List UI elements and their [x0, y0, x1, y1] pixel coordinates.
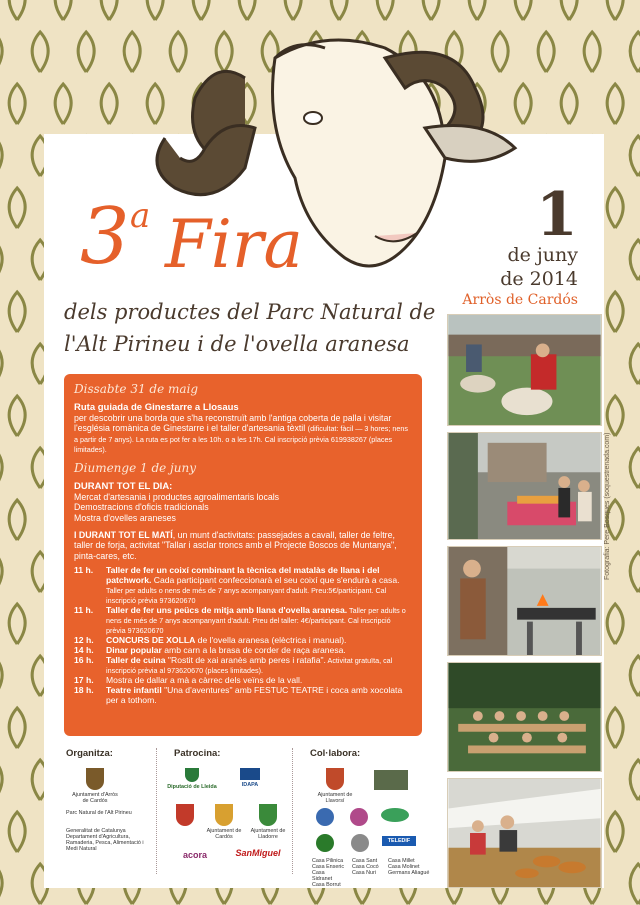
photo-bread-stall — [447, 778, 602, 888]
logo-parc-natural: Parc Natural de l'Alt Pirineu — [66, 810, 132, 816]
collaborator-list-1: Casa Pilinica Casa Enseric Casa Sidranet Casa Borrut — [312, 858, 345, 888]
collaborator-list-3: Casa Millet Casa Molinet Germans Aliagué — [388, 858, 430, 876]
subtitle-line-1: dels productes del Parc Natural de — [64, 300, 436, 324]
patrocina-label: Patrocina: — [174, 748, 221, 759]
logo-idapa: IDAPA — [230, 768, 270, 788]
logo-diputacio-lleida: Diputació de Lleida — [166, 768, 218, 790]
schedule-row: 11 h. Taller de fer un coixí combinant la tècnica del matalàs de llana i del patchwork. Cada participant confeccionarà el seu coixí que s'endurà a casa. Taller per adults o nens de més de 7 anys acompanyant d'adult. Preu:5€/participant. Cal inscripció prèvia 973620670 — [74, 564, 400, 605]
schedule-row: 16 h. Taller de cuina "Rostit de xai aranès amb peres i ratafia". Activitat gratuïta, cal inscripció prèvia al 973620670 (places limitades). — [74, 654, 393, 675]
photo-barbecue — [447, 546, 602, 656]
collaborator-list-2: Casa Sant Casa Cocó Casa Nuri — [352, 858, 379, 876]
sunday-label: Diumenge 1 de juny — [74, 461, 196, 476]
event-date-month: de juny — [507, 244, 578, 266]
logo-ajuntament-arros: Ajuntament d'Arròs de Cardós — [70, 768, 120, 804]
logo-shield-red — [174, 804, 196, 828]
schedule-row: 12 h. CONCURS DE XOLLA de l'ovella aranesa (elèctrica i manual). — [74, 634, 347, 645]
saturday-activity-title: Ruta guiada de Ginestarre a Llosaus — [74, 402, 239, 413]
logo-colabora-4 — [314, 834, 336, 854]
colabora-label: Col·labora: — [310, 748, 361, 759]
event-date-day: 1 — [536, 180, 578, 250]
schedule-row: 11 h. Taller de fer uns peücs de mitja amb llana d'ovella aranesa. Taller per adults o nens de més de 7 anys acompanyant d'adult. Preu del taller: 4€/participant. Cal inscripció prèvia 973620670 — [74, 604, 406, 635]
saturday-label: Dissabte 31 de maig — [74, 382, 199, 396]
all-day-title: DURANT TOT EL DIA: — [74, 481, 173, 493]
event-place: Arròs de Cardós — [462, 292, 578, 308]
logo-ajuntament-llavorsi: Ajuntament de Llavorsí — [312, 768, 358, 804]
subtitle-line-2: l'Alt Pirineu i de l'ovella aranesa — [64, 332, 410, 356]
logo-ajuntament-lladorre: Ajuntament de Lladorre — [246, 804, 290, 840]
logo-acora: acora — [182, 850, 208, 860]
schedule-row: 18 h. Teatre infantil "Una d'aventures" amb FESTUC TEATRE i coca amb xocolata per a tothom. — [74, 684, 403, 705]
photo-lunch — [447, 662, 602, 772]
schedule-row: 17 h. Mostra de dallar a mà a càrrec dels veïns de la vall. — [74, 674, 303, 685]
logo-colabora-3 — [380, 808, 410, 824]
schedule-list — [74, 565, 412, 705]
saturday-activity-text: per descobrir una borda que s'ha reconstruït amb l'antiga coberta de palla i visitar l'església romànica de Ginestarre i el taller d'artesania tèxtil (dificultat: fàcil — 3 hores; nens a partir de 7 anys). La ruta es pot fer a les 10h. o a les 17h. Cal inscripció prèvia 619938267 (places limitades). — [74, 413, 408, 454]
logo-ajuntament-cardos: Ajuntament de Cardós — [204, 804, 244, 840]
logo-teledif: TELEDIF — [382, 836, 416, 846]
logo-colabora-1 — [314, 808, 336, 828]
all-day-item: Demostracions d'oficis tradicionals — [74, 502, 209, 513]
edition-number: 3 — [80, 192, 130, 282]
all-day-item: Mostra d'ovelles araneses — [74, 512, 176, 523]
program-box — [64, 374, 422, 736]
all-day-item: Mercat d'artesania i productes agroalimentaris locals — [74, 492, 280, 503]
schedule-row: 14 h. Dinar popular amb carn a la brasa de corder de raça aranesa. — [74, 644, 346, 655]
logo-colabora-5 — [346, 834, 374, 854]
logo-colabora-2 — [348, 808, 370, 828]
organitza-label: Organitza: — [66, 748, 113, 759]
logo-san-miguel: SanMiguel — [235, 848, 281, 858]
sponsors-section — [62, 748, 442, 888]
event-date-year: de 2014 — [500, 268, 578, 290]
photo-shearing — [447, 314, 602, 426]
morning-activities: I DURANT TOT EL MATÍ, un munt d'activitats: passejades a cavall, taller de feltre, taller de forja, activitat "Tallar i asclar troncs amb el Projecte Boscos de Muntanya", pinta-cares, etc. — [74, 530, 397, 561]
sponsor-divider — [156, 748, 157, 874]
logo-generalitat: Generalitat de Catalunya Departament d'Agricultura, Ramaderia, Pesca, Alimentació i Medi Natural — [66, 828, 144, 852]
edition-superscript: a — [130, 196, 151, 236]
photo-market — [447, 432, 602, 540]
photo-credit: Fotografia: Pere Bosques (soquestrenada.com) — [604, 432, 611, 580]
fair-title: Fira — [165, 206, 303, 283]
sponsor-divider — [292, 748, 293, 874]
logo-colabora-photo — [374, 770, 408, 790]
